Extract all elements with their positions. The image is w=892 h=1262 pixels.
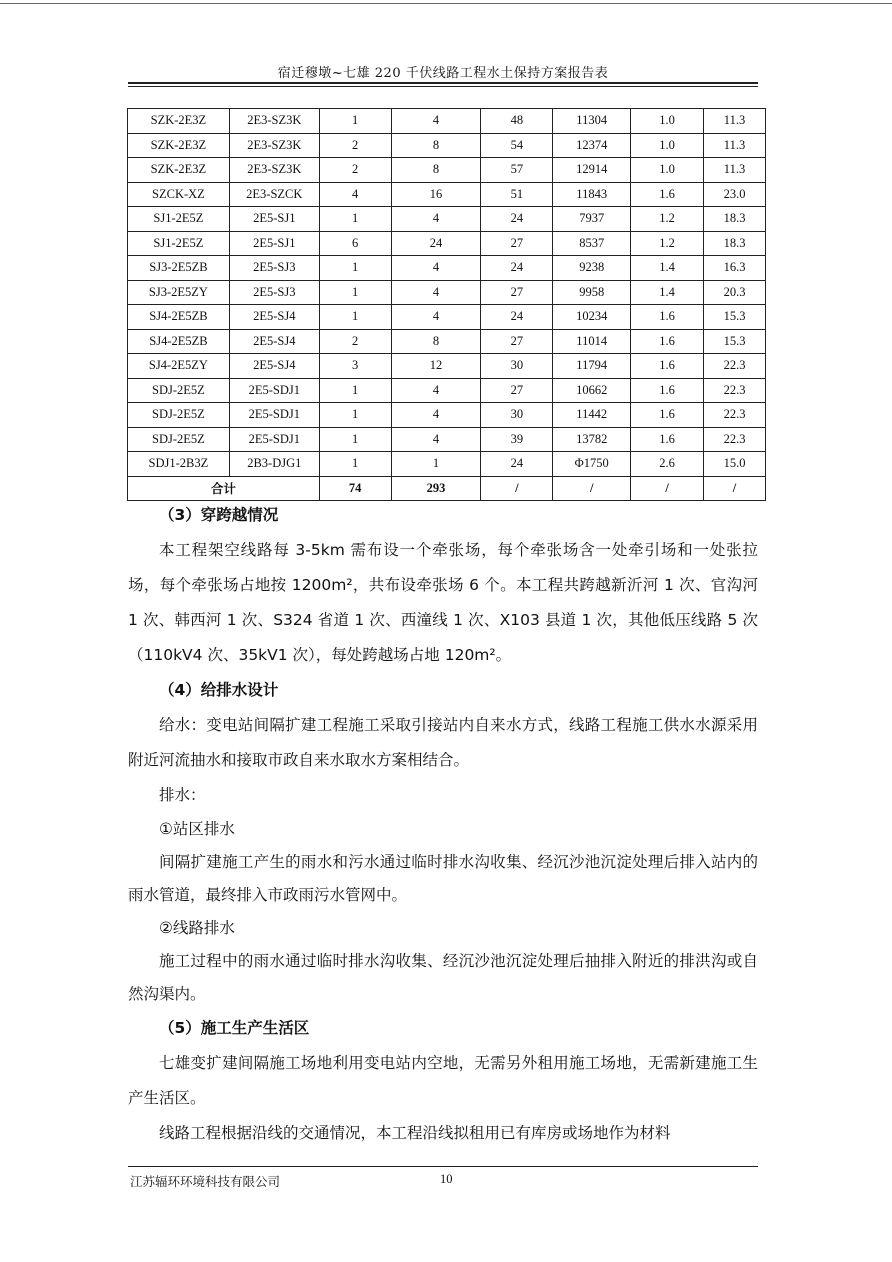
paragraph: 本工程架空线路每 3-5km 需布设一个牵张场，每个牵张场含一处牵引场和一处张拉场，每个牵张场占地按 1200m²，共布设牵张场 6 个。本工程共跨越新沂河 1 次、官沟河 1 次、韩西河 1 次、S324 省道 1 次、西潼线 1 次、X103 县道 1 次，其他低压线路 5 次（110kV4 次、35kV1 次），每处跨越场占地 120m²。: [128, 541, 758, 664]
table-cell: 1: [319, 256, 391, 281]
table-cell: SDJ-2E5Z: [128, 378, 230, 403]
table-cell: 30: [481, 403, 553, 428]
table-cell: 1.0: [631, 158, 704, 183]
table-cell: 2E5-SJ1: [229, 207, 319, 232]
paragraph: 线路工程根据沿线的交通情况，本工程沿线拟租用已有库房或场地作为材料: [159, 1124, 671, 1142]
table-cell: 2E3-SZ3K: [229, 109, 319, 134]
table-cell: SJ4-2E5ZB: [128, 305, 230, 330]
table-cell: SJ4-2E5ZB: [128, 329, 230, 354]
total-cell: /: [704, 476, 766, 501]
table-cell: 2E3-SZ3K: [229, 158, 319, 183]
table-row: [128, 354, 766, 379]
table-cell: 2.6: [631, 452, 704, 477]
table-row: [128, 280, 766, 305]
table-cell: 27: [481, 231, 553, 256]
total-cell: /: [481, 476, 553, 501]
total-cell: /: [631, 476, 704, 501]
table-cell: 1.0: [631, 109, 704, 134]
table-cell: SDJ-2E5Z: [128, 427, 230, 452]
table-cell: 4: [391, 305, 481, 330]
table-cell: 24: [481, 305, 553, 330]
table-cell: 4: [391, 427, 481, 452]
table-row: [128, 403, 766, 428]
table-cell: 20.3: [704, 280, 766, 305]
page-number: 10: [440, 1172, 453, 1186]
table-cell: 2E5-SDJ1: [229, 427, 319, 452]
table-cell: 1.4: [631, 280, 704, 305]
paragraph: 间隔扩建施工产生的雨水和污水通过临时排水沟收集、经沉沙池沉淀处理后排入站内的雨水管道，最终排入市政雨污水管网中。: [128, 853, 758, 904]
table-cell: 6: [319, 231, 391, 256]
table-cell: 1: [319, 280, 391, 305]
table-cell: 1.6: [631, 305, 704, 330]
section-heading: （5）施工生产生活区: [159, 1019, 310, 1037]
table-cell: 1: [391, 452, 481, 477]
table-cell: 4: [391, 256, 481, 281]
table-cell: 2E5-SJ4: [229, 329, 319, 354]
total-label-cell: 合计: [128, 476, 320, 501]
table-cell: 24: [481, 256, 553, 281]
table-cell: 2E5-SJ4: [229, 354, 319, 379]
table-cell: 1.0: [631, 133, 704, 158]
table-cell: 39: [481, 427, 553, 452]
table-row: [128, 256, 766, 281]
table-cell: 4: [391, 207, 481, 232]
table-cell: 2E5-SDJ1: [229, 378, 319, 403]
table-cell: 27: [481, 329, 553, 354]
section-heading: （4）给排水设计: [159, 681, 279, 699]
table-cell: 16.3: [704, 256, 766, 281]
table-cell: 4: [391, 109, 481, 134]
table-total-row: [128, 476, 766, 501]
table-cell: 11442: [553, 403, 631, 428]
header-rule-thin: [128, 86, 758, 87]
table-cell: 1: [319, 305, 391, 330]
table-cell: SZCK-XZ: [128, 182, 230, 207]
table-cell: 1: [319, 207, 391, 232]
table-cell: 1: [319, 109, 391, 134]
table-cell: 11843: [553, 182, 631, 207]
total-cell: 74: [319, 476, 391, 501]
table-cell: 51: [481, 182, 553, 207]
table-row: [128, 427, 766, 452]
table-cell: 2: [319, 133, 391, 158]
table-cell: 9238: [553, 256, 631, 281]
table-cell: Φ1750: [553, 452, 631, 477]
table-row: [128, 109, 766, 134]
paragraph: 施工过程中的雨水通过临时排水沟收集、经沉沙池沉淀处理后抽排入附近的排洪沟或自然沟渠内。: [128, 952, 758, 1003]
table-cell: 1: [319, 452, 391, 477]
table-cell: 24: [391, 231, 481, 256]
table-cell: 8: [391, 329, 481, 354]
total-cell: /: [553, 476, 631, 501]
paragraph: ②线路排水: [159, 919, 235, 937]
table-cell: SJ1-2E5Z: [128, 231, 230, 256]
paragraph: 排水：: [159, 786, 206, 804]
paragraph: 给水：变电站间隔扩建工程施工采取引接站内自来水方式，线路工程施工供水水源采用附近河流抽水和接取市政自来水取水方案相结合。: [128, 716, 758, 769]
table-row: [128, 305, 766, 330]
table-cell: 1: [319, 403, 391, 428]
table-cell: 1.2: [631, 231, 704, 256]
table-cell: 11.3: [704, 133, 766, 158]
table-cell: 15.3: [704, 329, 766, 354]
table-cell: 1.6: [631, 182, 704, 207]
footer-company: 江苏辐环环境科技有限公司: [130, 1174, 281, 1189]
table-row: [128, 182, 766, 207]
table-cell: 12374: [553, 133, 631, 158]
table-cell: SZK-2E3Z: [128, 158, 230, 183]
table-cell: 22.3: [704, 378, 766, 403]
total-cell: 293: [391, 476, 481, 501]
table-row: [128, 158, 766, 183]
table-cell: 11.3: [704, 109, 766, 134]
tower-foundation-table: [127, 108, 766, 501]
table-cell: 16: [391, 182, 481, 207]
table-cell: SJ4-2E5ZY: [128, 354, 230, 379]
table-cell: 2E3-SZCK: [229, 182, 319, 207]
table-row: [128, 231, 766, 256]
table-cell: 4: [391, 403, 481, 428]
top-edge-line: [0, 3, 892, 4]
table-cell: 8: [391, 158, 481, 183]
table-cell: 54: [481, 133, 553, 158]
table-cell: 2E5-SJ1: [229, 231, 319, 256]
table-cell: 10234: [553, 305, 631, 330]
table-cell: 27: [481, 378, 553, 403]
table-cell: 4: [391, 378, 481, 403]
table-cell: 11.3: [704, 158, 766, 183]
table-row: [128, 133, 766, 158]
table-row: [128, 207, 766, 232]
table-cell: 9958: [553, 280, 631, 305]
table-cell: SDJ1-2B3Z: [128, 452, 230, 477]
table-cell: 7937: [553, 207, 631, 232]
table-cell: 2E5-SJ3: [229, 256, 319, 281]
table-row: [128, 329, 766, 354]
table-cell: 22.3: [704, 354, 766, 379]
table-cell: 10662: [553, 378, 631, 403]
paragraph: ①站区排水: [159, 820, 235, 838]
table-cell: 48: [481, 109, 553, 134]
footer-rule: [128, 1166, 758, 1167]
table-cell: 1.4: [631, 256, 704, 281]
table-cell: 1.6: [631, 403, 704, 428]
table-cell: 1: [319, 427, 391, 452]
table-cell: 1.6: [631, 427, 704, 452]
table-cell: 13782: [553, 427, 631, 452]
table-cell: 22.3: [704, 403, 766, 428]
table-cell: 30: [481, 354, 553, 379]
table-cell: 23.0: [704, 182, 766, 207]
table-cell: 8537: [553, 231, 631, 256]
table-cell: 24: [481, 207, 553, 232]
table-cell: 3: [319, 354, 391, 379]
table-row: [128, 378, 766, 403]
table-cell: 11014: [553, 329, 631, 354]
table-cell: 4: [391, 280, 481, 305]
table-cell: 1: [319, 378, 391, 403]
table-cell: SZK-2E3Z: [128, 133, 230, 158]
table-cell: 2: [319, 329, 391, 354]
section-heading: （3）穿跨越情况: [159, 506, 279, 524]
table-cell: 4: [319, 182, 391, 207]
table-cell: 2: [319, 158, 391, 183]
header-rule: [128, 82, 758, 84]
table-body: [128, 109, 766, 501]
table-cell: 27: [481, 280, 553, 305]
table-cell: SJ3-2E5ZB: [128, 256, 230, 281]
body-content: [128, 498, 758, 1151]
table-cell: 1.6: [631, 329, 704, 354]
table-cell: 2E5-SJ3: [229, 280, 319, 305]
table-cell: 1.6: [631, 354, 704, 379]
table-cell: SJ1-2E5Z: [128, 207, 230, 232]
table-cell: 12914: [553, 158, 631, 183]
table-cell: 18.3: [704, 207, 766, 232]
table-cell: 2E3-SZ3K: [229, 133, 319, 158]
table-cell: 1.2: [631, 207, 704, 232]
table-cell: 18.3: [704, 231, 766, 256]
table-cell: 2B3-DJG1: [229, 452, 319, 477]
table-cell: 2E5-SDJ1: [229, 403, 319, 428]
table-cell: 15.0: [704, 452, 766, 477]
table-cell: 12: [391, 354, 481, 379]
table-cell: SJ3-2E5ZY: [128, 280, 230, 305]
table-cell: 8: [391, 133, 481, 158]
table-cell: 1.6: [631, 378, 704, 403]
table-cell: 11304: [553, 109, 631, 134]
table-cell: 57: [481, 158, 553, 183]
table-cell: 11794: [553, 354, 631, 379]
paragraph: 七雄变扩建间隔施工场地利用变电站内空地，无需另外租用施工场地，无需新建施工生产生活区。: [128, 1054, 758, 1107]
table-cell: 22.3: [704, 427, 766, 452]
table-cell: 15.3: [704, 305, 766, 330]
page-header-title: 宿迁穆墩~七雄 220 千伏线路工程水土保持方案报告表: [277, 66, 609, 81]
table-row: [128, 452, 766, 477]
table-cell: SZK-2E3Z: [128, 109, 230, 134]
table-cell: 24: [481, 452, 553, 477]
table-cell: SDJ-2E5Z: [128, 403, 230, 428]
table-cell: 2E5-SJ4: [229, 305, 319, 330]
